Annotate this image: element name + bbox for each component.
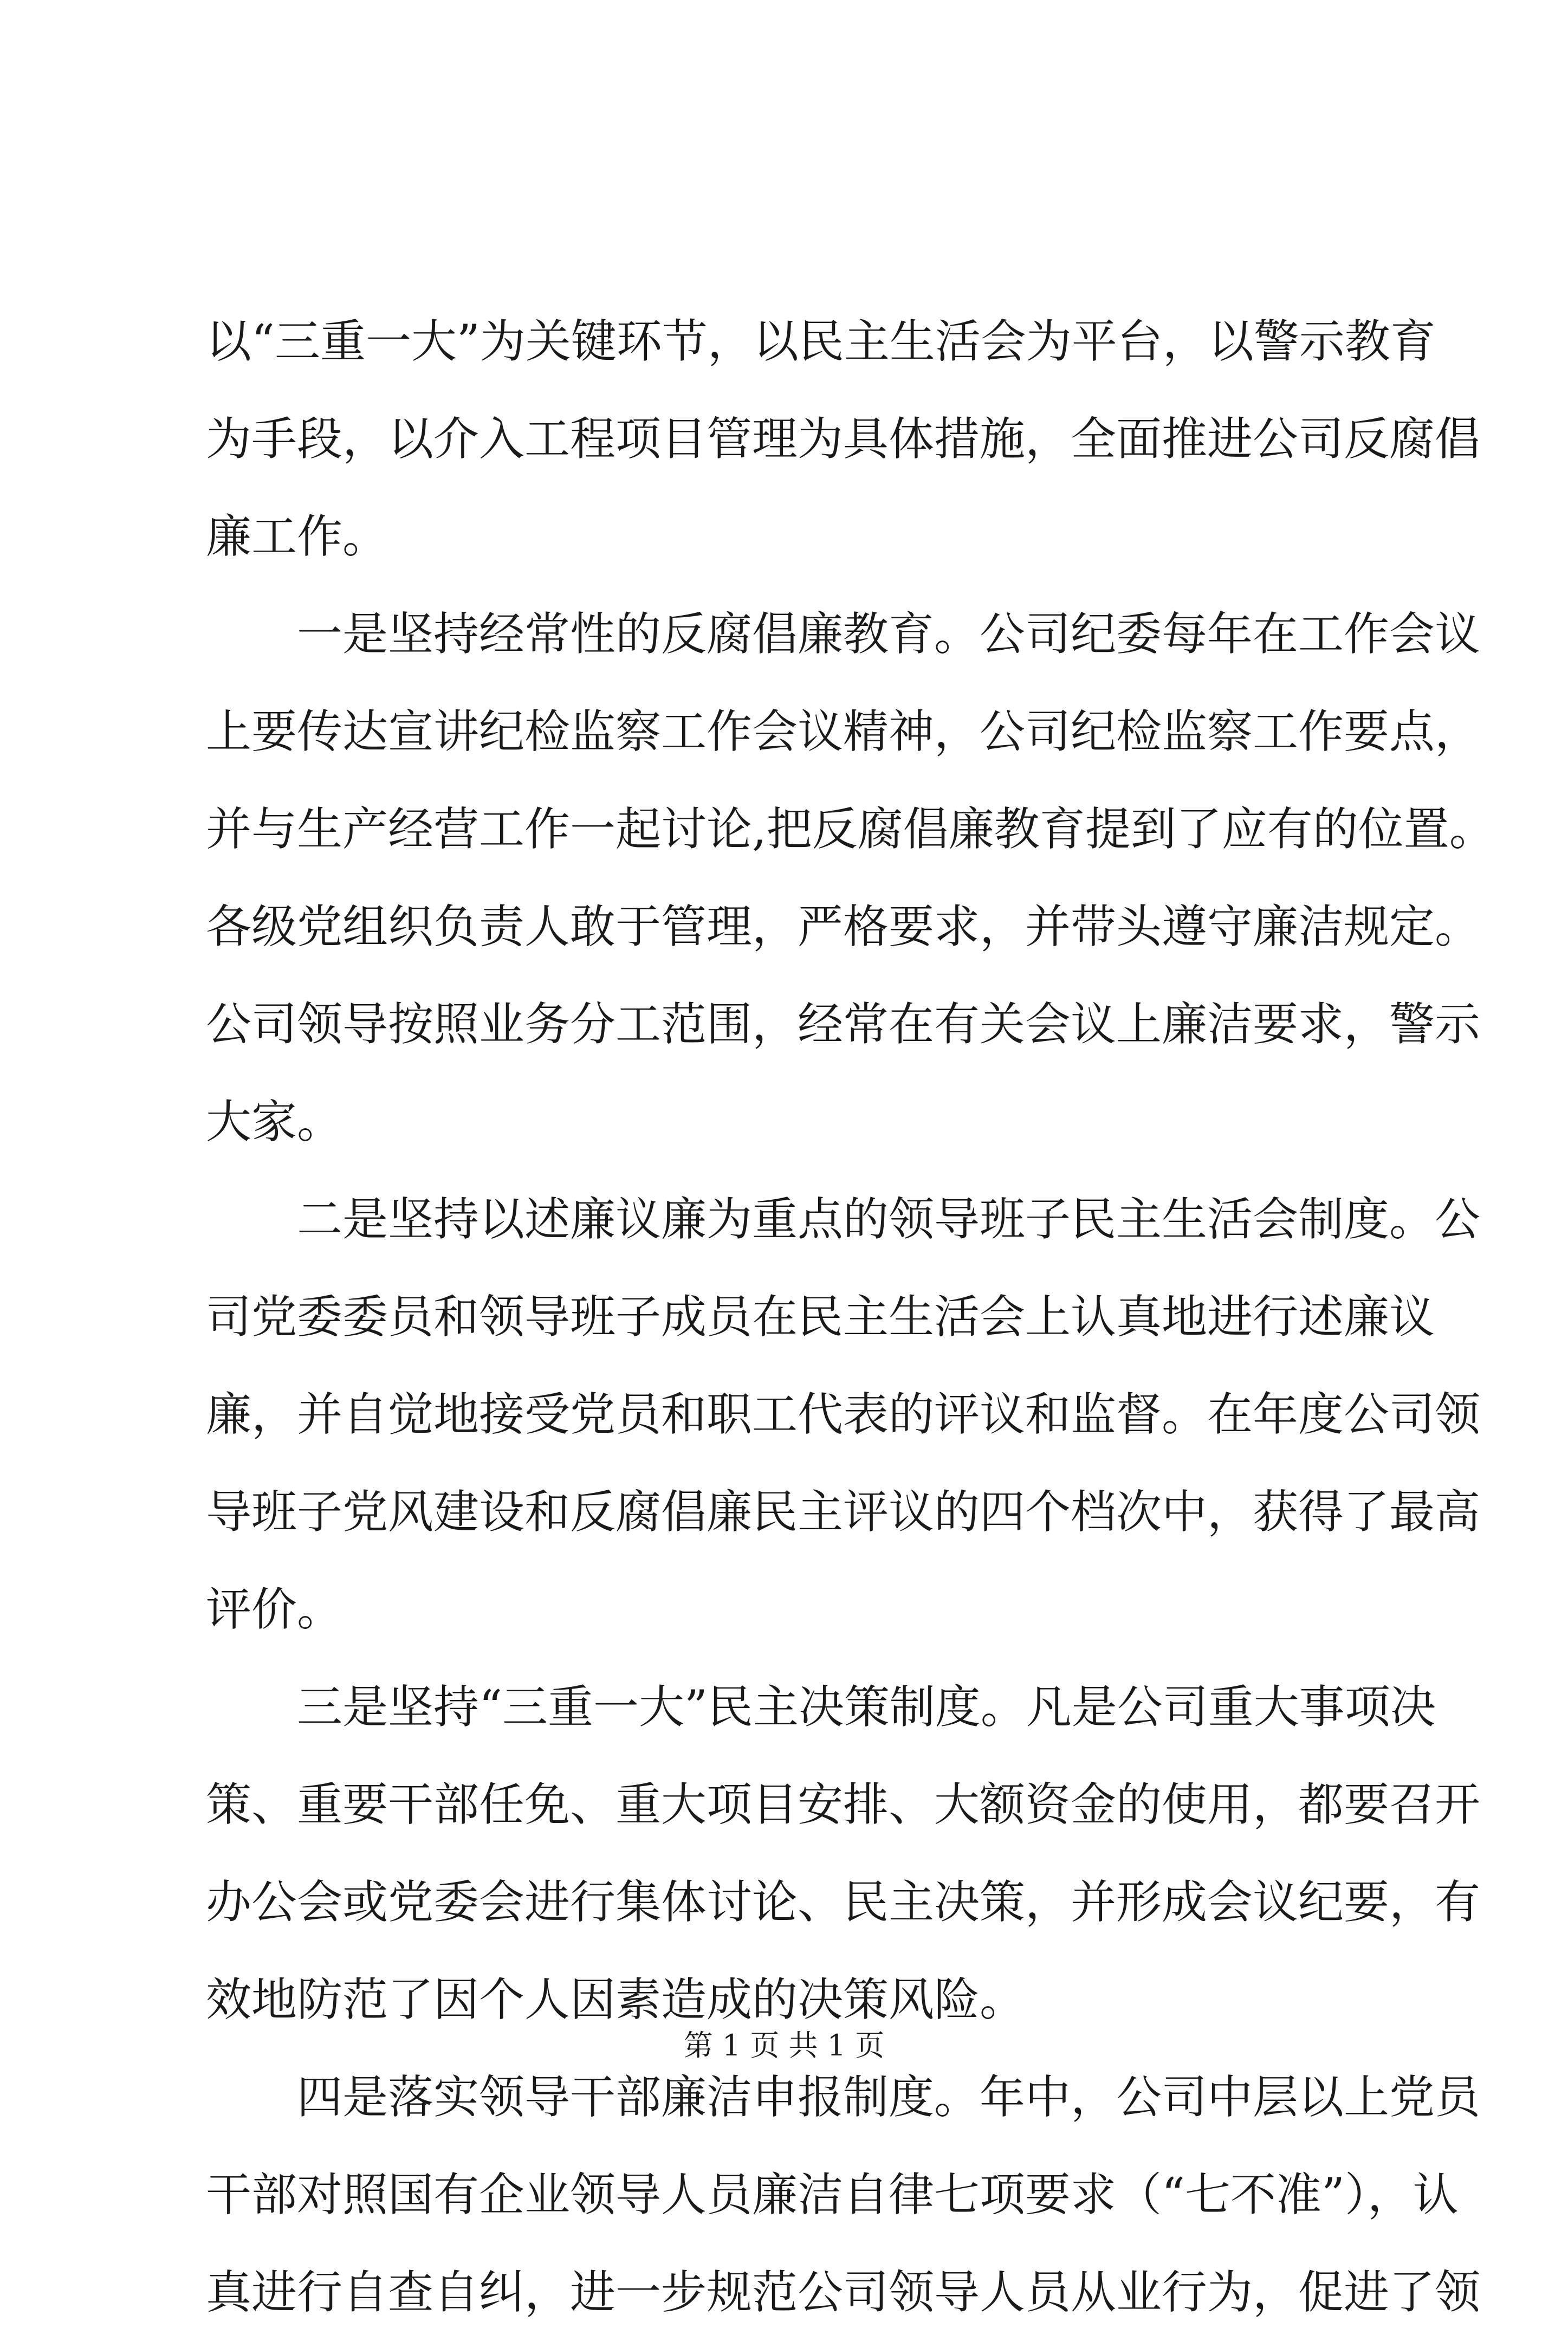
paragraph-3-line-1: 三是坚持“三重一大”民主决策制度。凡是公司重大事项决 <box>297 1680 1436 1734</box>
paragraph-4-line-3: 真进行自查自纠，进一步规范公司领导人员从业行为，促进了领 <box>206 2266 1481 2319</box>
paragraph-1-line-3: 并与生产经营工作一起讨论,把反腐倡廉教育提到了应有的位置。 <box>206 803 1495 856</box>
paragraph-2-line-1: 二是坚持以述廉议廉为重点的领导班子民主生活会制度。公 <box>297 1193 1481 1246</box>
paragraph-4-line-1: 四是落实领导干部廉洁申报制度。年中，公司中层以上党员 <box>297 2071 1481 2124</box>
paragraph-1-line-5: 公司领导按照业务分工范围，经常在有关会议上廉洁要求，警示 <box>206 998 1481 1051</box>
page-footer: 第 1 页 共 1 页 <box>683 2028 885 2062</box>
paragraph-2-line-2: 司党委委员和领导班子成员在民主生活会上认真地进行述廉议 <box>206 1290 1435 1343</box>
paragraph-3-line-3: 办公会或党委会进行集体讨论、民主决策，并形成会议纪要，有 <box>206 1876 1481 1929</box>
paragraph-2-line-3: 廉，并自觉地接受党员和职工代表的评议和监督。在年度公司领 <box>206 1388 1481 1441</box>
paragraph-2-line-5: 评价。 <box>206 1583 343 1636</box>
text-line-3: 廉工作。 <box>206 510 388 563</box>
paragraph-4-line-2: 干部对照国有企业领导人员廉洁自律七项要求（“七不准”），认 <box>206 2168 1459 2221</box>
text-line-1: 以“三重一大”为关键环节，以民主生活会为平台，以警示教育 <box>206 315 1436 368</box>
paragraph-2-line-4: 导班子党风建设和反腐倡廉民主评议的四个档次中，获得了最高 <box>206 1485 1481 1538</box>
paragraph-3-line-2: 策、重要干部任免、重大项目安排、大额资金的使用，都要召开 <box>206 1778 1481 1831</box>
paragraph-1-line-2: 上要传达宣讲纪检监察工作会议精神，公司纪检监察工作要点， <box>206 705 1481 758</box>
paragraph-1-line-4: 各级党组织负责人敢于管理，严格要求，并带头遵守廉洁规定。 <box>206 900 1481 953</box>
text-line-2: 为手段，以介入工程项目管理为具体措施，全面推进公司反腐倡 <box>206 412 1481 465</box>
paragraph-1-line-1: 一是坚持经常性的反腐倡廉教育。公司纪委每年在工作会议 <box>297 607 1481 661</box>
paragraph-3-line-4: 效地防范了因个人因素造成的决策风险。 <box>206 1973 1026 2026</box>
paragraph-1-line-6: 大家。 <box>206 1095 343 1148</box>
